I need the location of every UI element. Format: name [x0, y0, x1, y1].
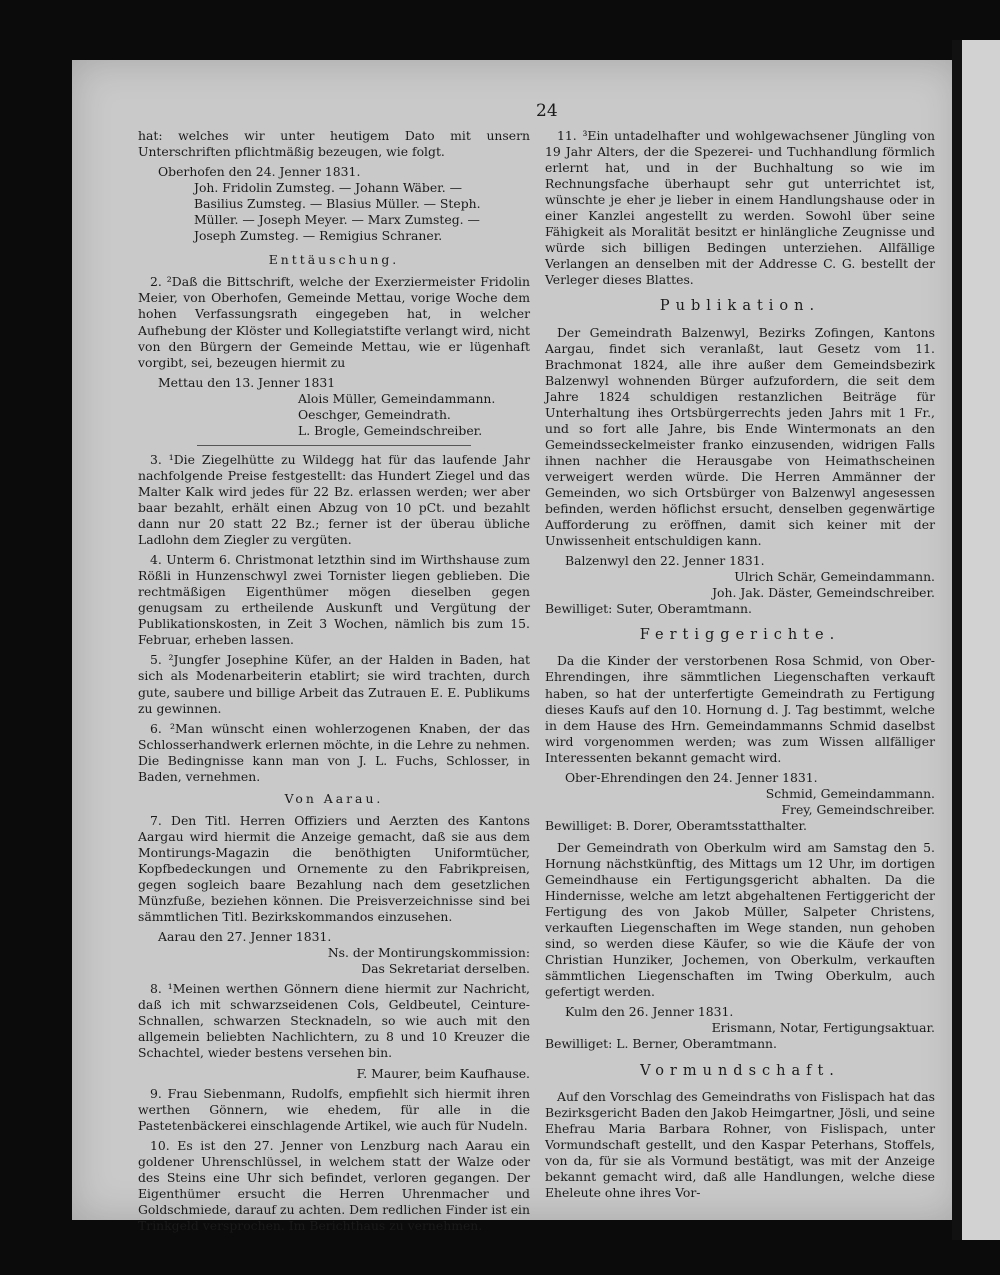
- fertig-1-sig2: Frey, Gemeindschreiber.: [781, 801, 935, 817]
- fertig-2-place-date: Kulm den 26. Jenner 1831.: [565, 1004, 734, 1020]
- item-8-sig: F. Maurer, beim Kaufhause.: [356, 1065, 530, 1081]
- item-8-text: 8. ¹Meinen werthen Gönnern diene hiermit zur Nachricht, daß ich mit schwarzseidenen Cols, Geldbeutel, Ceinture-Schnallen, schwarzen Stecknadeln, so wie auch mit den allgemein beliebten Nachlichtern, zu 8 und 10 Kreuzer die Schachtel, wieder bestens versehen bin.: [138, 981, 530, 1061]
- item-7-sig1: Ns. der Montirungskommission:: [327, 945, 530, 961]
- fertig-1-place-date: Ober-Ehrendingen den 24. Jenner 1831.: [565, 769, 818, 785]
- item-2-place-date: Mettau den 13. Jenner 1831: [158, 374, 336, 390]
- fertig-2-sig: Erismann, Notar, Fertigungsaktuar.: [711, 1020, 935, 1036]
- item-3: 3. ¹Die Ziegelhütte zu Wildegg hat für das laufende Jahr nachfolgende Preise festgestellt: das Hundert Ziegel und das Malter Kalk wird jedes für 22 Bz. erlassen werden; wer aber baar bezahlt, erhält einen Abzug von 10 pCt. und bezahlt dann nur 20 statt 22 Bz.; ferner ist der überau übliche Ladlohn dem Ziegler zu vergüten.: [138, 451, 530, 548]
- publikation-text: Der Gemeindrath Balzenwyl, Bezirks Zofingen, Kantons Aargau, findet sich veranlaßt, laut Gesetz vom 11. Brachmonat 1824, alle ihre außer dem Gemeindsbezirk Balzenwyl wohnenden Bürger aufzufordern, die seit dem Jahre 1824 schuldigen restanzlichen Beiträge für Unterhaltung ihes Ortsbürgerrechts jeden Jahrs mit 1 Fr., und so fort alle Jahre, bis Ende Wintermonats an den Gemeindsseckelmeister franko einzusenden, widrigen Falls ihnen nachher die Herausgabe von Heimathscheinen verweigert werden würde. Die Herren Ammänner der Gemeinden, wo sich Ortsbürger von Balzenwyl angesessen befinden, werden höflichst ersucht, denselben gegenwärtige Aufforderung zu eröffnen, damit sich keiner mit der Unwissenheit entschuldigen kann.: [545, 324, 935, 549]
- item-4: 4. Unterm 6. Christmonat letzthin sind im Wirthshause zum Rößli in Hunzenschwyl zwei Tornister liegen geblieben. Die rechtmäßigen Eigenthümer mögen dieselben gegen genugsam zu ertheilende Auskunft und Vergütung der Publikationskosten, in Zeit 3 Wochen, nämlich bis zum 15. Februar, erheben lassen.: [138, 552, 530, 648]
- item-11: 11. ³Ein untadelhafter und wohlgewachsener Jüngling von 19 Jahr Alters, der die Spezerei- und Tuchhandlung förmlich erlernt hat, und in der Buchhaltung so wie im Rechnungsfache überhaupt sehr gut unterrichtet ist, wünschte je eher je lieber in einem Handlungshause oder in einer Kanzlei angestellt zu werden. Sowohl über seine Fähigkeit als Moralität besitzt er hinlängliche Zeugnisse und würde sich billigen Bedingen unterziehen. Allfällige Verlangen an denselben mit der Addresse C. G. bestellt der Verleger dieses Blattes.: [545, 128, 935, 288]
- item-6: 6. ²Man wünscht einen wohlerzogenen Knaben, der das Schlosserhandwerk erlernen möchte, in die Lehre zu nehmen. Die Bedingnisse kann man von J. L. Fuchs, Schlosser, in Baden, vernehmen.: [138, 720, 530, 784]
- fertig-1-sig1: Schmid, Gemeindammann.: [765, 785, 935, 801]
- fertig-2-approved: Bewilliget: L. Berner, Oberamtmann.: [545, 1036, 777, 1052]
- next-page-edge: [952, 40, 1000, 1240]
- divider: [197, 445, 471, 446]
- intro-names-3: Müller. — Joseph Meyer. — Marx Zumsteg. —: [194, 212, 480, 228]
- item-2-sig2: Oeschger, Gemeindrath.: [298, 406, 451, 422]
- item-2-sig1: Alois Müller, Gemeindammann.: [298, 390, 496, 406]
- section-enttaeuschung: Enttäuschung.: [268, 252, 400, 268]
- item-2-text: 2. ²Daß die Bittschrift, welche der Exerziermeister Fridolin Meier, von Oberhofen, Gemeinde Mettau, vorige Woche dem hohen Verfassungsrath eingegeben hat, in welcher Aufhebung der Klöster und Kollegiatstifte verlangt wird, nicht von den Bürgern der Gemeinde Mettau, wie er lügenhaft vorgibt, sei, bezeugen hiermit zu: [138, 274, 530, 370]
- left-column: [138, 128, 530, 1238]
- fertig-2-text: Der Gemeindrath von Oberkulm wird am Samstag den 5. Hornung nächstkünftig, des Mittags um 12 Uhr, im dortigen Gemeindhause ein Fertigungsgericht abhalten. Da die Hindernisse, welche am letzt abgehaltenen Fertiggericht der Fertigung des von Jakob Müller, Salpeter Christens, verkauften Liegenschaften im Wege standen, nun gehoben sind, so werden diese Käufer, so wie die Käufe der von Christian Hunziker, Jochemen, von Oberkulm, verkauften sämmtlichen Liegenschaften im Twing Oberkulm, auch gefertigt werden.: [545, 839, 935, 1000]
- page-number: 24: [536, 101, 558, 121]
- intro-place-date: Oberhofen den 24. Jenner 1831.: [158, 164, 361, 180]
- intro-names-2: Basilius Zumsteg. — Blasius Müller. — Steph.: [194, 196, 481, 212]
- item-7-sig2: Das Sekretariat derselben.: [361, 961, 530, 977]
- item-10: 10. Es ist den 27. Jenner von Lenzburg nach Aarau ein goldener Uhrenschlüssel, in welchem statt der Walze oder des Steins eine Uhr sich befindet, verloren gegangen. Der Eigenthümer ersucht die Herren Uhrenmacher und Goldschmiede, darauf zu achten. Dem redlichen Finder ist ein Trinkgeld versprochen. Im Berichthaus zu vernehmen.: [138, 1137, 530, 1233]
- section-von-aarau: Von Aarau.: [284, 790, 384, 806]
- item-5: 5. ²Jungfer Josephine Küfer, an der Halden in Baden, hat sich als Modenarbeiterin etablirt; sie wird trachten, durch gute, saubere und billige Arbeit das Zutrauen E. E. Publikums zu gewinnen.: [138, 652, 530, 716]
- publikation-sig2: Joh. Jak. Däster, Gemeindschreiber.: [712, 585, 935, 601]
- right-column: [545, 128, 935, 1205]
- item-7-place-date: Aarau den 27. Jenner 1831.: [158, 929, 332, 945]
- fertig-1-approved: Bewilliget: B. Dorer, Oberamtsstatthalter.: [545, 817, 807, 833]
- vormund-text: Auf den Vorschlag des Gemeindraths von Fislispach hat das Bezirksgericht Baden den Jakob Heimgartner, Jösli, und seine Ehefrau Maria Barbara Rohner, von Fislispach, unter Vormundschaft gestellt, und den Kaspar Peterhans, Stoffels, von da, für sie als Vormund bestätigt, was mit der Anzeige bekannt gemacht wird, daß alle Handlungen, welche diese Eheleute ohne ihres Vor-: [545, 1088, 935, 1200]
- item-7-text: 7. Den Titl. Herren Offiziers und Aerzten des Kantons Aargau wird hiermit die Anzeige gemacht, daß sie aus dem Montirungs-Magazin die benöthigten Uniformtücher, Kopfbedeckungen und Ornemente zu den Fabrikpreisen, gegen sogleich baare Bezahlung nach dem gesetzlichen Münzfuße, beziehen können. Die Preisverzeichnisse sind bei sämmtlichen Titl. Bezirkskommandos einzusehen.: [138, 812, 530, 925]
- publikation-approved: Bewilliget: Suter, Oberamtmann.: [545, 601, 752, 617]
- publikation-place-date: Balzenwyl den 22. Jenner 1831.: [565, 553, 765, 569]
- intro-names-1: Joh. Fridolin Zumsteg. — Johann Wäber. —: [194, 180, 462, 196]
- intro-text: hat: welches wir unter heutigem Dato mit unsern Unterschriften pflichtmäßig bezeugen, wie folgt.: [138, 128, 530, 160]
- publikation-sig1: Ulrich Schär, Gemeindammann.: [734, 569, 935, 585]
- section-publikation: Publikation.: [659, 298, 821, 315]
- item-2-sig3: L. Brogle, Gemeindschreiber.: [298, 422, 483, 438]
- section-fertiggerichte: Fertiggerichte.: [639, 627, 841, 644]
- item-9: 9. Frau Siebenmann, Rudolfs, empfiehlt sich hiermit ihren werthen Gönnern, wie ehedem, für alle in die Pastetenbäckerei einschlagende Artikel, wie auch für Nudeln.: [138, 1085, 530, 1133]
- section-vormundschaft: Vormundschaft.: [640, 1062, 840, 1079]
- fertig-1-text: Da die Kinder der verstorbenen Rosa Schmid, von Ober-Ehrendingen, ihre sämmtlichen Liegenschaften verkauft haben, so hat der unterfertigte Gemeindrath zu Fertigung dieses Kaufs auf den 10. Hornung d. J. Tag bestimmt, welche in dem Hause des Hrn. Gemeindammanns Schmid daselbst wird vorgenommen werden; was zum Wissen allfälliger Interessenten bekannt gemacht wird.: [545, 653, 935, 765]
- intro-names-4: Joseph Zumsteg. — Remigius Schraner.: [194, 228, 443, 244]
